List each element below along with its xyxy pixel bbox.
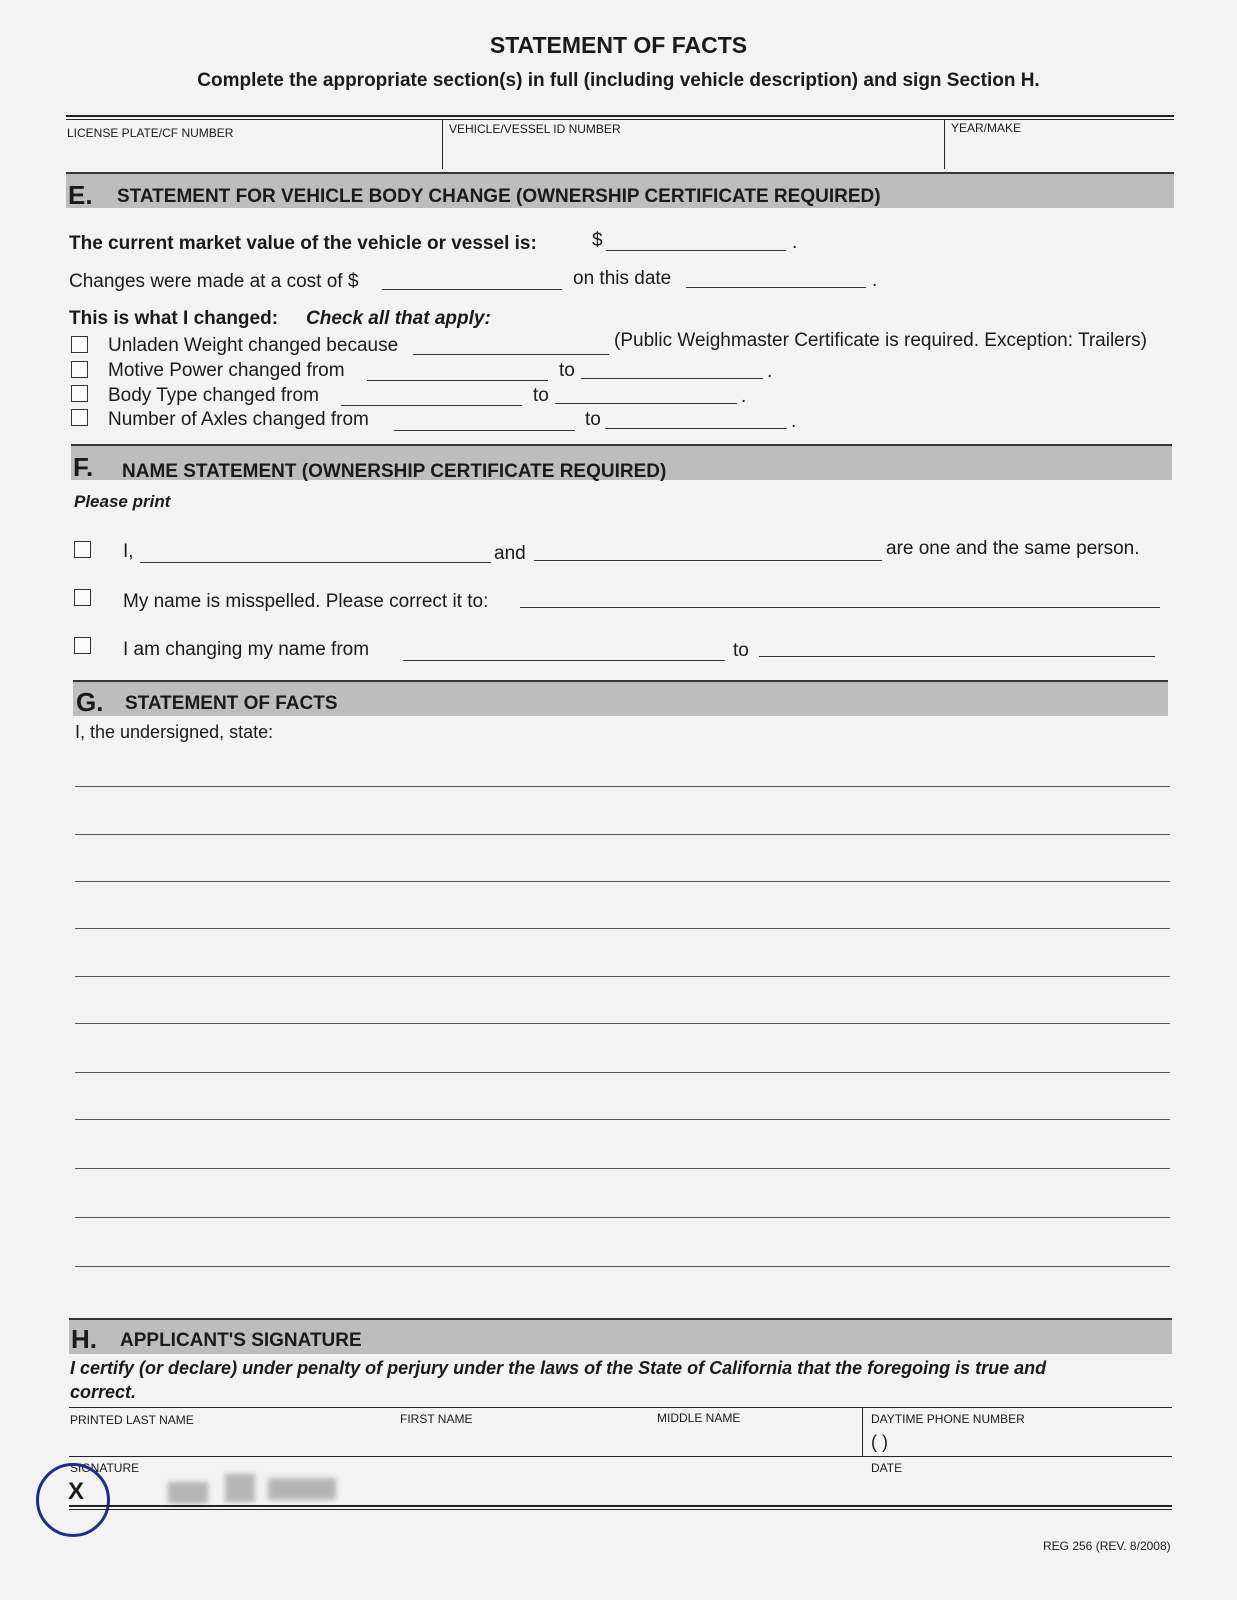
changed-label: This is what I changed: bbox=[69, 308, 279, 329]
corrected-name-input[interactable] bbox=[520, 607, 1160, 608]
statement-line[interactable] bbox=[75, 976, 1170, 977]
body-to-label: to bbox=[533, 385, 549, 406]
statement-line[interactable] bbox=[75, 1072, 1170, 1073]
redacted-signature bbox=[268, 1478, 336, 1500]
signature-label: SIGNATURE bbox=[70, 1461, 140, 1475]
section-g-title: STATEMENT OF FACTS bbox=[125, 693, 338, 714]
axles-period: . bbox=[791, 411, 797, 432]
name-change-label: I am changing my name from bbox=[123, 639, 370, 660]
please-print-label: Please print bbox=[74, 492, 171, 511]
statement-intro: I, the undersigned, state: bbox=[75, 722, 274, 742]
section-e-letter: E. bbox=[68, 180, 93, 210]
form-id: REG 256 (REV. 8/2008) bbox=[1043, 1539, 1171, 1553]
middle-name-field[interactable] bbox=[657, 1428, 857, 1454]
certify-statement: I certify (or declare) under penalty of perjury under the laws of the State of California that the foregoing is true and bbox=[70, 1358, 1047, 1378]
motive-period: . bbox=[767, 361, 773, 382]
certify-statement-end: correct. bbox=[70, 1382, 137, 1402]
date-label: on this date bbox=[573, 268, 672, 289]
statement-line[interactable] bbox=[75, 1023, 1170, 1024]
phone-field[interactable] bbox=[910, 1428, 1170, 1454]
license-plate-field[interactable] bbox=[70, 136, 438, 166]
date-label-h: DATE bbox=[871, 1461, 903, 1475]
axles-checkbox[interactable] bbox=[71, 409, 88, 426]
signature-field[interactable] bbox=[110, 1470, 850, 1502]
body-to-input[interactable] bbox=[555, 403, 737, 404]
check-all-label: Check all that apply: bbox=[306, 308, 491, 329]
statement-line[interactable] bbox=[75, 881, 1170, 882]
name-change-to-input[interactable] bbox=[759, 656, 1155, 657]
unladen-weight-label: Unladen Weight changed because bbox=[108, 335, 399, 356]
statement-line[interactable] bbox=[75, 1119, 1170, 1120]
same-person-checkbox[interactable] bbox=[74, 541, 91, 558]
market-value-input[interactable] bbox=[606, 250, 786, 251]
middle-name-label: MIDDLE NAME bbox=[657, 1411, 741, 1425]
last-name-label: PRINTED LAST NAME bbox=[70, 1413, 194, 1427]
last-name-field[interactable] bbox=[70, 1428, 390, 1454]
phone-parentheses: ( ) bbox=[871, 1432, 888, 1452]
redacted-signature bbox=[168, 1482, 208, 1504]
body-period: . bbox=[741, 386, 747, 407]
name-change-from-input[interactable] bbox=[403, 660, 725, 661]
statement-line[interactable] bbox=[75, 786, 1170, 787]
body-type-checkbox[interactable] bbox=[71, 385, 88, 402]
axles-label: Number of Axles changed from bbox=[108, 409, 369, 430]
same-person-and-label: and bbox=[494, 543, 526, 564]
date-period: . bbox=[872, 270, 878, 291]
vehicle-box-divider-2 bbox=[944, 119, 945, 169]
signature-x-mark: X bbox=[68, 1478, 85, 1505]
same-person-i-label: I, bbox=[123, 541, 134, 562]
motive-power-checkbox[interactable] bbox=[71, 361, 88, 378]
name-row-top-border bbox=[69, 1407, 1172, 1408]
misspelled-label: My name is misspelled. Please correct it to: bbox=[123, 591, 489, 612]
motive-to-input[interactable] bbox=[581, 378, 763, 379]
name-change-checkbox[interactable] bbox=[74, 637, 91, 654]
license-plate-label: LICENSE PLATE/CF NUMBER bbox=[67, 126, 234, 140]
statement-line[interactable] bbox=[75, 834, 1170, 835]
dollar-sign: $ bbox=[592, 230, 603, 251]
phone-label: DAYTIME PHONE NUMBER bbox=[871, 1412, 1025, 1426]
statement-line[interactable] bbox=[75, 928, 1170, 929]
axles-to-label: to bbox=[585, 409, 601, 430]
unladen-weight-checkbox[interactable] bbox=[71, 336, 88, 353]
cost-label: Changes were made at a cost of $ bbox=[69, 271, 359, 292]
body-type-label: Body Type changed from bbox=[108, 385, 319, 406]
section-h-letter: H. bbox=[71, 1324, 97, 1354]
first-name-label: FIRST NAME bbox=[400, 1412, 473, 1426]
change-date-input[interactable] bbox=[686, 287, 866, 288]
signature-row-bottom-border-inner bbox=[69, 1509, 1172, 1510]
section-e-title: STATEMENT FOR VEHICLE BODY CHANGE (OWNERSHIP CERTIFICATE REQUIRED) bbox=[117, 186, 881, 207]
year-make-field[interactable] bbox=[948, 136, 1170, 166]
redacted-signature bbox=[225, 1474, 255, 1502]
axles-from-input[interactable] bbox=[394, 430, 575, 431]
section-g-letter: G. bbox=[76, 687, 104, 717]
name-two-input[interactable] bbox=[534, 560, 882, 561]
market-value-period: . bbox=[792, 232, 798, 253]
statement-line[interactable] bbox=[75, 1266, 1170, 1267]
vehicle-box-divider-1 bbox=[442, 119, 443, 169]
vehicle-id-field[interactable] bbox=[446, 136, 940, 166]
name-change-to-label: to bbox=[733, 640, 749, 661]
motive-power-label: Motive Power changed from bbox=[108, 360, 345, 381]
vehicle-id-label: VEHICLE/VESSEL ID NUMBER bbox=[449, 122, 621, 136]
section-h-title: APPLICANT'S SIGNATURE bbox=[120, 1330, 362, 1351]
statement-line[interactable] bbox=[75, 1217, 1170, 1218]
statement-line[interactable] bbox=[75, 1168, 1170, 1169]
vehicle-box-top-border bbox=[66, 115, 1174, 117]
section-f-letter: F. bbox=[73, 452, 94, 482]
misspelled-checkbox[interactable] bbox=[74, 589, 91, 606]
section-f-title: NAME STATEMENT (OWNERSHIP CERTIFICATE REQUIRED) bbox=[122, 461, 667, 482]
form-title: STATEMENT OF FACTS bbox=[489, 32, 748, 58]
motive-to-label: to bbox=[559, 360, 575, 381]
phone-divider bbox=[862, 1407, 863, 1457]
year-make-label: YEAR/MAKE bbox=[951, 121, 1022, 135]
same-person-end-label: are one and the same person. bbox=[886, 538, 1140, 559]
motive-from-input[interactable] bbox=[367, 380, 548, 381]
axles-to-input[interactable] bbox=[605, 428, 787, 429]
unladen-note: (Public Weighmaster Certificate is required. Exception: Trailers) bbox=[614, 330, 1147, 351]
cost-input[interactable] bbox=[382, 289, 562, 290]
signature-row-bottom-border bbox=[69, 1505, 1172, 1507]
form-subtitle: Complete the appropriate section(s) in full (including vehicle description) and sign Section H. bbox=[197, 70, 1040, 91]
unladen-reason-input[interactable] bbox=[413, 354, 609, 355]
vehicle-box-top-border-inner bbox=[66, 119, 1174, 120]
first-name-field[interactable] bbox=[400, 1428, 650, 1454]
name-one-input[interactable] bbox=[140, 562, 491, 563]
signature-date-field[interactable] bbox=[880, 1476, 1170, 1502]
market-value-label: The current market value of the vehicle or vessel is: bbox=[69, 233, 537, 254]
signature-row-top-border bbox=[69, 1456, 1172, 1457]
body-from-input[interactable] bbox=[341, 405, 522, 406]
